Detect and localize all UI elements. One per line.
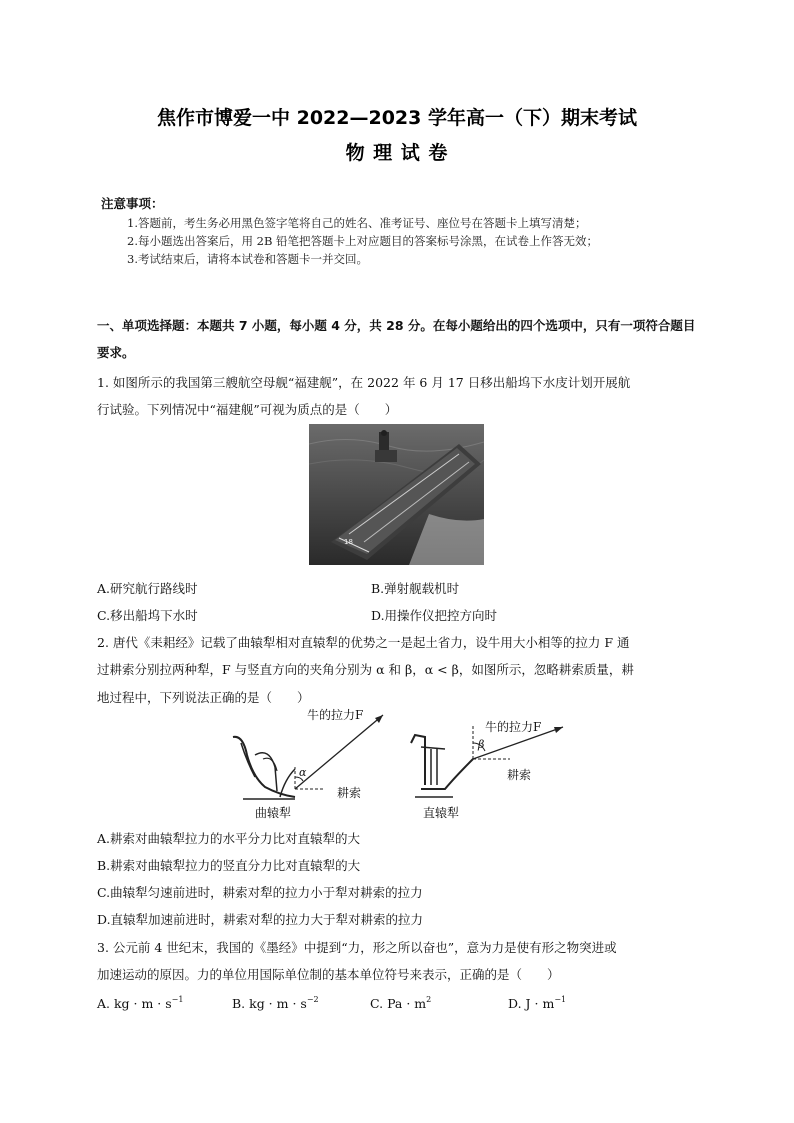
straight-plough-figure — [411, 725, 563, 797]
alpha-label: α — [299, 766, 307, 779]
notice-title: 注意事项： — [101, 196, 164, 211]
q3-option-d-base: D. J · m — [508, 996, 555, 1011]
q2-stem-line3: 地过程中，下列说法正确的是（ ） — [97, 690, 310, 705]
section-heading: 一、单项选择题：本题共 7 小题，每小题 4 分，共 28 分。在每小题给出的四个选项中，只有一项符合题目要求。 — [97, 318, 696, 360]
exam-subtitle: 物 理 试 卷 — [345, 142, 449, 164]
q3-stem-line2: 加速运动的原因。力的单位用国际单位制的基本单位符号来表示，正确的是（ ） — [97, 967, 560, 982]
q2-option-c[interactable]: C.曲辕犁匀速前进时，耕索对犁的拉力小于犁对耕索的拉力 — [97, 885, 423, 900]
q2-option-a[interactable]: A.耕索对曲辕犁拉力的水平分力比对直辕犁的大 — [97, 831, 361, 846]
q3-option-b-base: B. kg · m · s — [232, 996, 307, 1011]
q1-stem-line1: 1. 如图所示的我国第三艘航空母舰“福建舰”，在 2022 年 6 月 17 日移出船坞下水庋计划开展航 — [97, 375, 631, 390]
q1-option-c[interactable]: C.移出船坞下水时 — [97, 608, 198, 623]
left-caption: 曲辕犁 — [255, 806, 292, 820]
q3-option-b-exp: −2 — [306, 995, 319, 1004]
left-rope-label: 耕索 — [337, 786, 362, 800]
q3-option-c-exp: 2 — [426, 995, 432, 1004]
exam-title: 焦作市博爱一中 2022—2023 学年高一（下）期末考试 — [157, 107, 637, 129]
right-force-label: 牛的拉力F — [485, 720, 542, 734]
notice-item-2: 2.每小题选出答案后，用 2B 铅笔把答题卡上对应题目的答案标号涂黑，在试卷上作答无效； — [127, 234, 599, 248]
q2-stem-line2: 过耕索分别拉两种犁，F 与竖直方向的夹角分别为 α 和 β，α < β，如图所示，忽略耕索质量，耕 — [97, 662, 634, 677]
right-caption: 直辕犁 — [423, 806, 460, 820]
plough-diagram — [225, 707, 570, 825]
right-rope-label: 耕索 — [507, 768, 532, 782]
q3-option-d[interactable] — [508, 995, 566, 1011]
beta-label: β — [478, 738, 485, 751]
q3-option-a-base: A. kg · m · s — [97, 996, 172, 1011]
aircraft-carrier-photo — [309, 424, 484, 565]
q3-option-b[interactable] — [232, 995, 319, 1011]
q1-option-d[interactable]: D.用操作仪把控方向时 — [371, 608, 498, 623]
q3-option-a[interactable] — [97, 995, 183, 1011]
q3-option-a-exp: −1 — [171, 995, 184, 1004]
q3-option-c[interactable] — [370, 995, 431, 1011]
q3-stem-line1: 3. 公元前 4 世纪末，我国的《墨经》中提到“力，形之所以奋也”，意为力是使有形之物突进或 — [97, 940, 617, 955]
notice-item-1: 1.答题前，考生务必用黑色签字笔将自己的姓名、准考证号、座位号在答题卡上填写清楚； — [127, 216, 587, 230]
q2-option-d[interactable]: D.直辕犁加速前进时，耕索对犁的拉力大于犁对耕索的拉力 — [97, 912, 424, 927]
q2-option-b[interactable]: B.耕索对曲辕犁拉力的竖直分力比对直辕犁的大 — [97, 858, 361, 873]
q2-stem-line1: 2. 唐代《耒耜经》记载了曲辕犁相对直辕犁的优势之一是起土省力，设牛用大小相等的拉力 F 通 — [97, 635, 630, 650]
q1-option-a[interactable]: A.研究航行路线时 — [97, 581, 198, 596]
left-force-label: 牛的拉力F — [307, 708, 364, 722]
q3-option-d-exp: −1 — [554, 995, 567, 1004]
q1-stem-line2: 行试验。下列情况中“福建舰”可视为质点的是（ ） — [97, 402, 398, 417]
q3-option-c-base: C. Pa · m — [370, 996, 427, 1011]
notice-item-3: 3.考试结束后，请将本试卷和答题卡一并交回。 — [127, 252, 368, 266]
svg-text:18: 18 — [344, 538, 353, 546]
q1-option-b[interactable]: B.弹射舰载机时 — [371, 581, 460, 596]
